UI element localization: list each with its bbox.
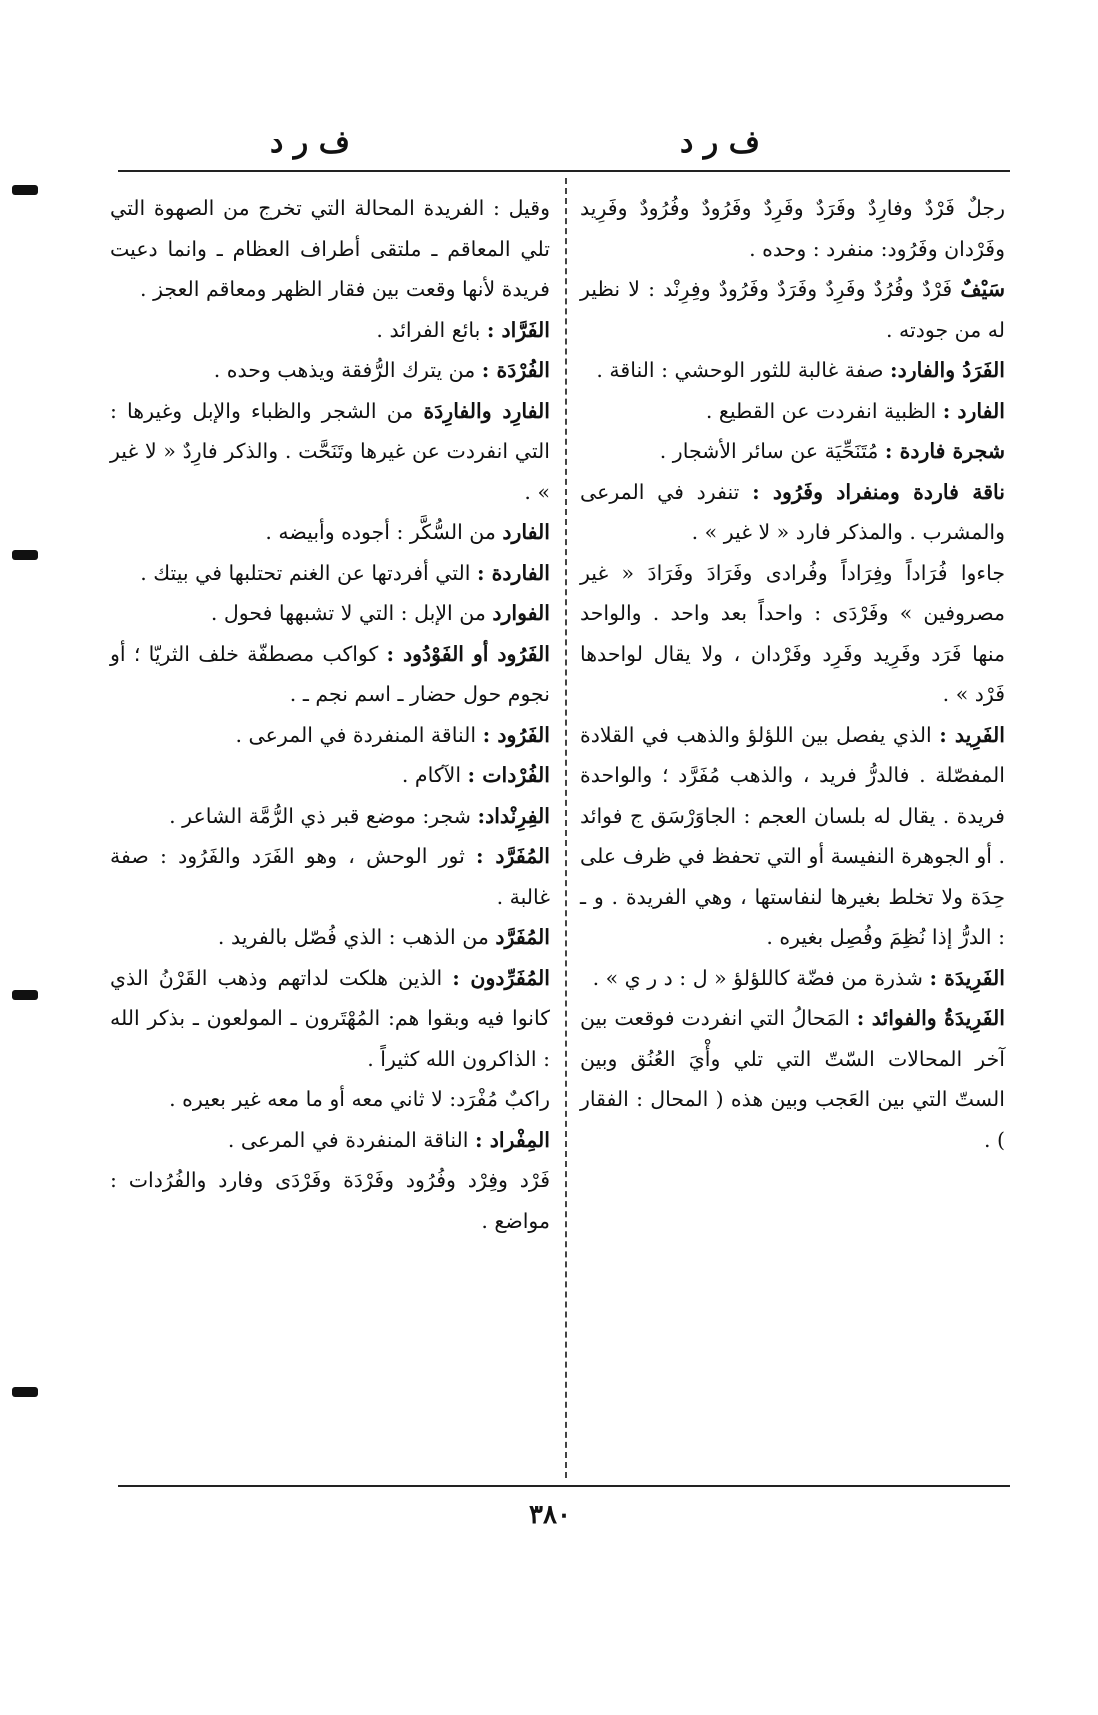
- dictionary-entry: [110, 755, 550, 796]
- dictionary-entry: [110, 836, 550, 917]
- entry-definition: شذرة من فضّة كاللؤلؤ « ل : د ر ي » .: [592, 965, 923, 990]
- dictionary-entry: [580, 350, 1005, 391]
- margin-mark: [12, 185, 38, 195]
- entry-headword: المُفَرَّد: [495, 925, 550, 949]
- margin-mark: [12, 550, 38, 560]
- column-divider: [565, 178, 567, 1478]
- dictionary-entry: [580, 715, 1005, 958]
- entry-definition: الآكام .: [401, 763, 462, 787]
- dictionary-entry: [110, 715, 550, 756]
- entry-definition: فَرْد وفِرْد وفُرُود وفَرْدَة وفَرْدَى وفارد والفُرُدات : مواضع .: [110, 1168, 550, 1233]
- entry-definition: الذي يفصل بين اللؤلؤ والذهب في القلادة المفصّلة . فالدرُّ فريد ، والذهب مُفَرَّد ؛ والواحدة فريدة . يقال له بلسان العجم : الجاوَرْسَق ج فوائد . أو الجوهرة النفيسة أو التي تحفظ في ظرف على حِدَة ولا تخلط بغيرها لنفاستها ، وهي الفريدة . و ـ : الدرُّ إذا نُظِمَ وفُصِل بغيره .: [580, 722, 1005, 949]
- dictionary-entry: [110, 1160, 550, 1241]
- entry-definition: صفة غالبة للثور الوحشي : الناقة .: [596, 358, 884, 382]
- dictionary-entry: [110, 1079, 550, 1120]
- entry-definition: شجر: موضع قبر ذي الرُّمَّة الشاعر .: [169, 803, 471, 828]
- running-header-left: ف ر د: [270, 125, 350, 160]
- dictionary-entry: [580, 998, 1005, 1160]
- entry-headword: المِفْراد :: [474, 1127, 550, 1152]
- entry-headword: الفِرِنْداد:: [477, 803, 550, 828]
- entry-definition: من يترك الرُّفقة ويذهب وحده .: [213, 358, 476, 382]
- entry-headword: الفَرَدُ والفارد:: [890, 358, 1005, 382]
- entry-definition: الناقة المنفردة في المرعى .: [227, 1127, 469, 1152]
- entry-definition: ثور الوحش ، وهو الفَرَد والفَرُود : صفة غالبة .: [110, 844, 550, 909]
- entry-headword: الفوارد: [492, 601, 550, 625]
- entry-definition: فَرْدٌ وفُرُدٌ وفَرِدٌ وفَرَدٌ وفَرُودٌ وفِرِنْد : لا نظير له من جودته .: [580, 277, 1005, 342]
- entry-headword: الفَرِيد :: [939, 722, 1005, 747]
- entry-headword: ناقة فاردة ومنفراد وفَرُود :: [752, 479, 1005, 504]
- dictionary-entry: [580, 958, 1005, 999]
- dictionary-entry: [110, 310, 550, 351]
- header-rule: [118, 170, 1010, 172]
- entry-headword: الفَرَّاد :: [486, 317, 550, 342]
- dictionary-entry: [110, 188, 550, 310]
- entry-headword: الفُرْدَة :: [481, 358, 550, 382]
- page-number: ٣٨٠: [529, 1500, 571, 1530]
- entry-headword: الفَرِيدَة :: [929, 965, 1005, 990]
- dictionary-entry: [110, 796, 550, 837]
- entry-headword: الفارد :: [942, 398, 1005, 423]
- entry-definition: مُتَنَحِّيَة عن سائر الأشجار .: [659, 439, 879, 463]
- entry-definition: رجلٌ فَرْدٌ وفارِدٌ وفَرَدٌ وفَرِدٌ وفَرُودٌ وفُرُودٌ وفَرِيد وفَرْدان وفَرُود: منفرد : وحده .: [580, 196, 1005, 261]
- entry-definition: وقيل : الفريدة المحالة التي تخرج من الصهوة التي تلي المعاقم ـ ملتقى أطراف العظام ـ وانما دعيت فريدة لأنها وقعت بين فقار الظهر ومعاقم العجز .: [110, 196, 550, 301]
- entry-headword: المُفَرِّدون :: [452, 965, 550, 990]
- right-column: [580, 188, 1005, 1160]
- entry-definition: من الذهب : الذي فُصّل بالفريد .: [217, 925, 489, 949]
- entry-definition: الناقة المنفردة في المرعى .: [235, 722, 477, 747]
- left-column: [110, 188, 550, 1241]
- margin-mark: [12, 1387, 38, 1397]
- entry-headword: الفَرُود :: [482, 722, 550, 747]
- entry-headword: الفارِد والفارِدَة: [423, 398, 550, 423]
- entry-definition: المَحالُ التي انفردت فوقعت بين آخر المحالات السّتّ التي تلي وأْيَ العُنُق وبين الستّ التي بين العَجب وبين هذه ( المحال : الفقار ) .: [580, 1006, 1005, 1152]
- entry-definition: تنفرد في المرعى والمشرب . والمذكر فارد « لا غير » .: [580, 479, 1005, 544]
- dictionary-entry: [110, 1120, 550, 1161]
- dictionary-entry: [580, 553, 1005, 715]
- entry-headword: الفاردة :: [476, 560, 550, 585]
- dictionary-entry: [110, 917, 550, 958]
- dictionary-entry: [110, 634, 550, 715]
- entry-definition: جاءوا فُرَاداً وفِرَاداً وفُرادى وفَرَادَ وفَرَادَ « غير مصروفين » وفَرْدَى : واحداً بعد واحد . والواحد منها فَرَد وفَرِيد وفَرِد وفَرْدان ، ولا يقال لواحدها فَرْد » .: [580, 560, 1005, 706]
- entry-definition: الظبية انفردت عن القطيع .: [705, 398, 937, 423]
- dictionary-entry: [110, 553, 550, 594]
- entry-headword: سَيْفٌ: [960, 277, 1005, 301]
- dictionary-entry: [580, 472, 1005, 553]
- footer-rule: [118, 1485, 1010, 1487]
- entry-definition: كواكب مصطفّة خلف الثريّا ؛ أو نجوم حول حضار ـ اسم نجم ـ .: [110, 641, 550, 706]
- entry-headword: الفَرُود أو الفَوْدُود :: [386, 641, 550, 666]
- dictionary-entry: [110, 593, 550, 634]
- entry-headword: شجرة فاردة :: [884, 439, 1005, 463]
- dictionary-entry: [580, 391, 1005, 432]
- entry-definition: من السُّكَّر : أجوده وأبيضه .: [265, 520, 496, 544]
- margin-mark: [12, 990, 38, 1000]
- entry-definition: التي أفردتها عن الغنم تحتلبها في بيتك .: [140, 560, 471, 585]
- entry-definition: الذين هلكت لداتهم وذهب القَرْنُ الذي كانوا فيه وبقوا هم: المُهْتَرون ـ المولعون ـ بذكر الله : الذاكرون الله كثيراً .: [110, 965, 550, 1071]
- dictionary-entry: [110, 391, 550, 513]
- entry-definition: من الشجر والظباء والإبل وغيرها : التي انفردت عن غيرها وتَنَحَّت . والذكر فارِدٌ « لا غير » .: [110, 398, 550, 504]
- entry-definition: بائع الفرائد .: [376, 317, 481, 342]
- dictionary-entry: [580, 269, 1005, 350]
- dictionary-entry: [580, 431, 1005, 472]
- entry-headword: الفُرْدات :: [467, 763, 550, 787]
- dictionary-entry: [580, 188, 1005, 269]
- dictionary-entry: [110, 512, 550, 553]
- entry-definition: راكبٌ مُفْرَد: لا ثاني معه أو ما معه غير بعيره .: [169, 1087, 550, 1111]
- entry-definition: من الإبل : التي لا تشبهها فحول .: [210, 601, 486, 625]
- entry-headword: الفارد: [502, 520, 550, 544]
- dictionary-entry: [110, 958, 550, 1080]
- running-header-right: ف ر د: [680, 125, 760, 160]
- entry-headword: الفَرِيدَةُ والفوائد :: [856, 1006, 1005, 1030]
- dictionary-entry: [110, 350, 550, 391]
- entry-headword: المُفَرَّد :: [476, 844, 550, 868]
